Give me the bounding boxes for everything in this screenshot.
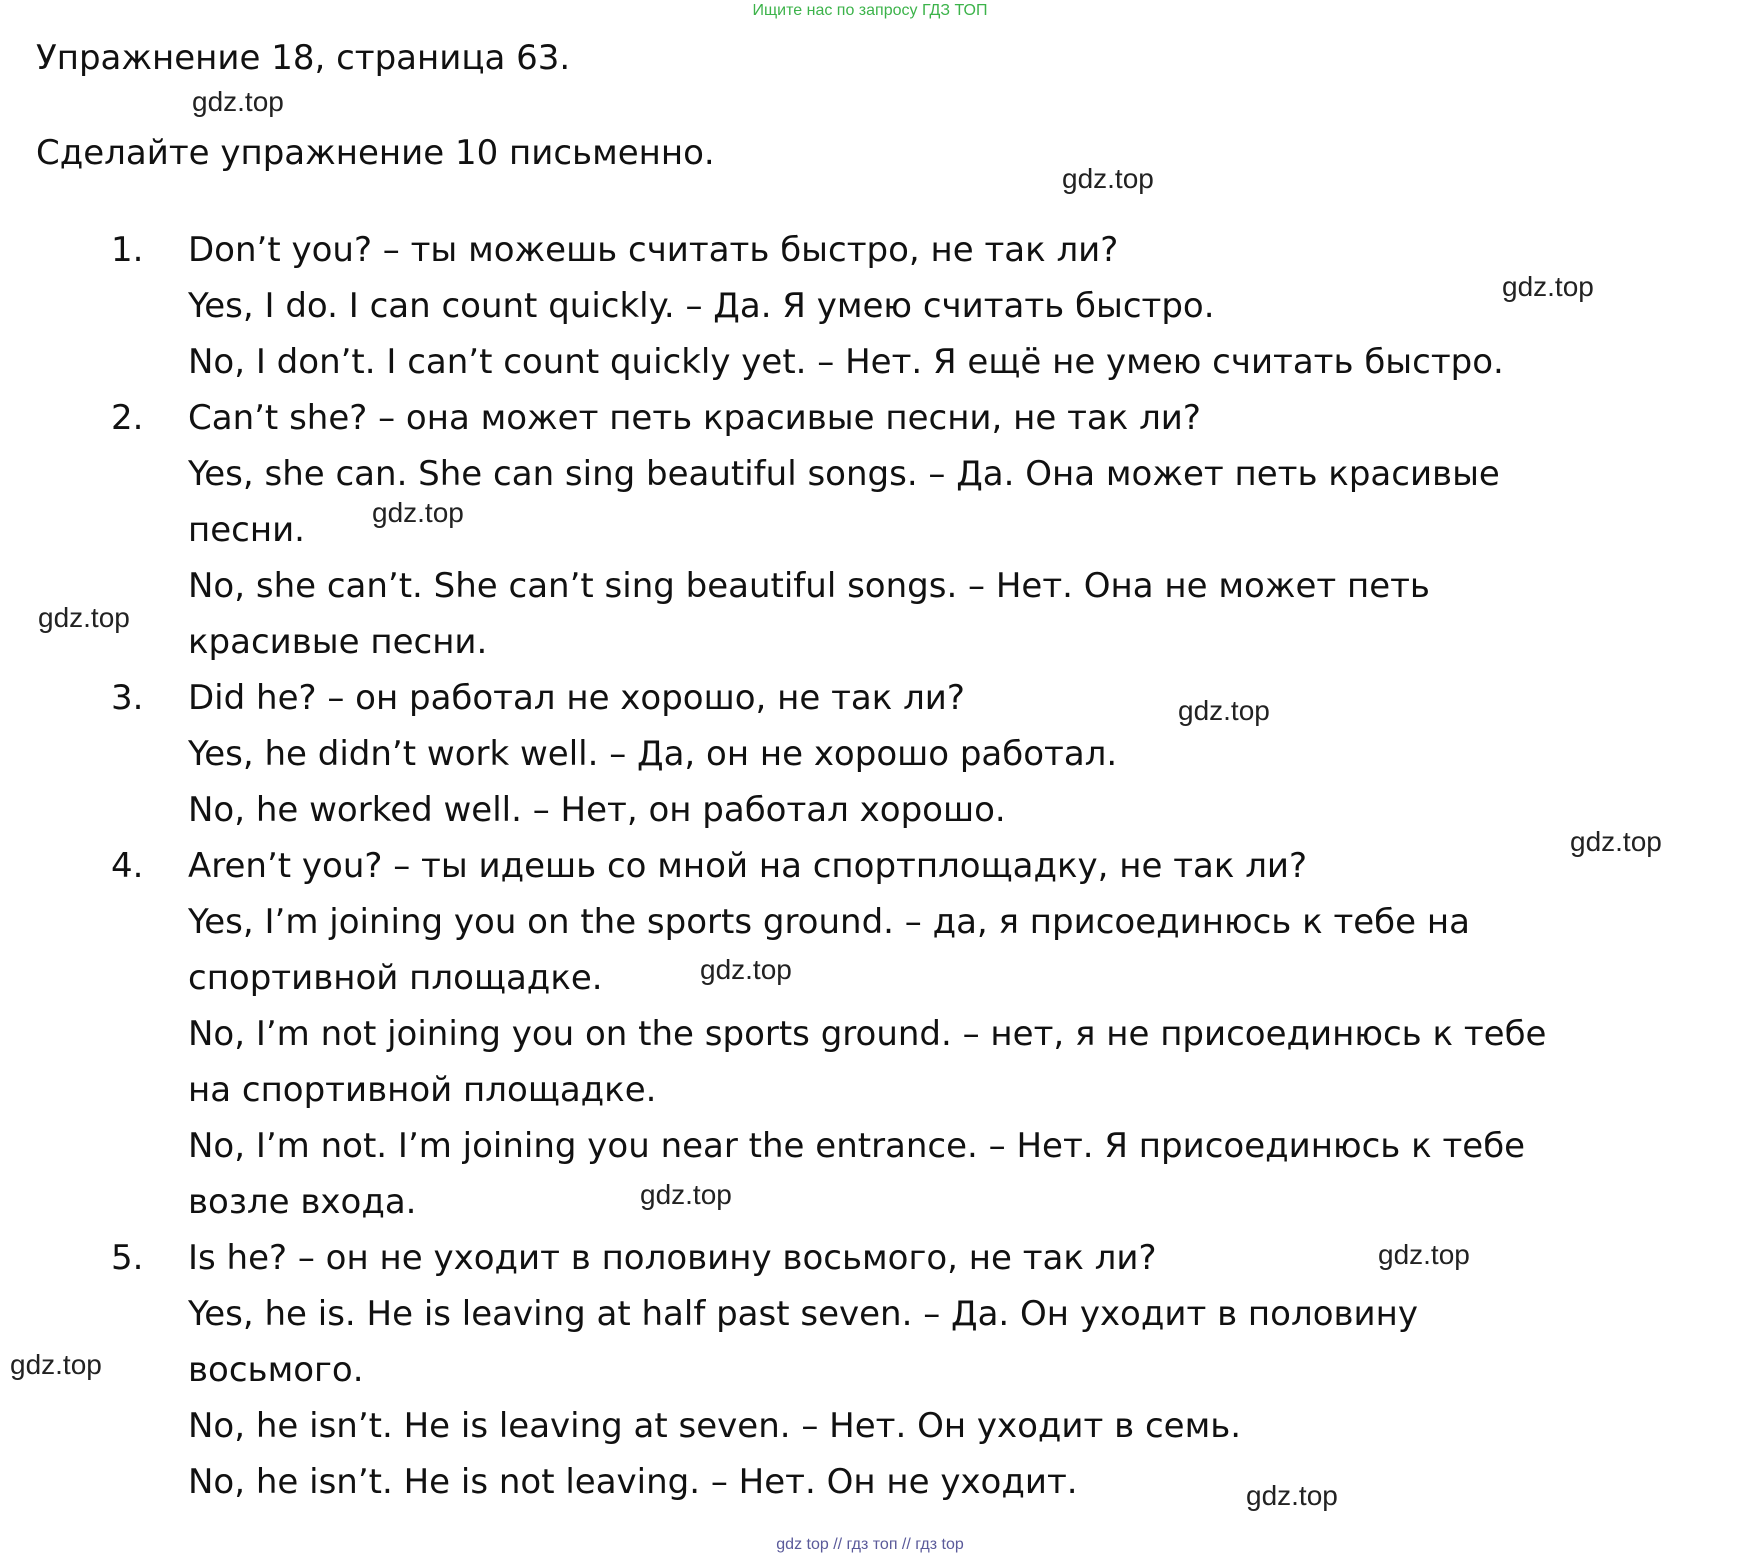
item-3-yes-answer: Yes, he didn’t work well. – Да, он не хорошо работал.: [188, 734, 1118, 774]
item-1-question: Don’t you? – ты можешь считать быстро, не так ли?: [188, 230, 1119, 270]
item-number-5: 5.: [111, 1238, 144, 1278]
item-number-2: 2.: [111, 398, 144, 438]
watermark: gdz.top: [38, 602, 130, 633]
instruction: Сделайте упражнение 10 письменно.: [36, 133, 715, 173]
item-number-3: 3.: [111, 678, 144, 718]
item-4-no-answer: No, I’m not joining you on the sports ground. – нет, я не присоединюсь к тебе: [188, 1014, 1547, 1054]
item-4-yes-answer-cont: спортивной площадке.: [188, 958, 603, 998]
top-banner: Ищите нас по запросу ГДЗ ТОП: [752, 2, 988, 19]
item-3-question: Did he? – он работал не хорошо, не так ли?: [188, 678, 965, 718]
item-5-question: Is he? – он не уходит в половину восьмого, не так ли?: [188, 1238, 1157, 1278]
item-5-yes-answer-cont: восьмого.: [188, 1350, 364, 1390]
item-number-4: 4.: [111, 846, 144, 886]
item-2-no-answer: No, she can’t. She can’t sing beautiful songs. – Нет. Она не может петь: [188, 566, 1430, 606]
item-2-yes-answer: Yes, she can. She can sing beautiful songs. – Да. Она может петь красивые: [188, 454, 1500, 494]
item-number-1: 1.: [111, 230, 144, 270]
item-1-yes-answer: Yes, I do. I can count quickly. – Да. Я умею считать быстро.: [188, 286, 1215, 326]
item-4-no-answer-cont: на спортивной площадке.: [188, 1070, 657, 1110]
watermark: gdz.top: [1570, 826, 1662, 857]
watermark: gdz.top: [192, 86, 284, 117]
watermark: gdz.top: [700, 954, 792, 985]
footer-banner: gdz top // гдз топ // гдз top: [776, 1536, 964, 1553]
watermark: gdz.top: [1502, 271, 1594, 302]
watermark: gdz.top: [1062, 163, 1154, 194]
item-5-no-answer-2: No, he isn’t. He is not leaving. – Нет. Он не уходит.: [188, 1462, 1078, 1502]
item-4-question: Aren’t you? – ты идешь со мной на спортплощадку, не так ли?: [188, 846, 1308, 886]
page-title: Упражнение 18, страница 63.: [36, 38, 571, 78]
item-4-no-answer-2: No, I’m not. I’m joining you near the entrance. – Нет. Я присоединюсь к тебе: [188, 1126, 1526, 1166]
item-2-question: Can’t she? – она может петь красивые песни, не так ли?: [188, 398, 1201, 438]
item-4-no-answer-2-cont: возле входа.: [188, 1182, 417, 1222]
item-5-yes-answer: Yes, he is. He is leaving at half past seven. – Да. Он уходит в половину: [188, 1294, 1418, 1334]
item-2-no-answer-cont: красивые песни.: [188, 622, 488, 662]
item-2-yes-answer-cont: песни.: [188, 510, 305, 550]
watermark: gdz.top: [640, 1179, 732, 1210]
watermark: gdz.top: [372, 497, 464, 528]
watermark: gdz.top: [1378, 1239, 1470, 1270]
watermark: gdz.top: [10, 1349, 102, 1380]
item-3-no-answer: No, he worked well. – Нет, он работал хорошо.: [188, 790, 1006, 830]
item-1-no-answer: No, I don’t. I can’t count quickly yet. – Нет. Я ещё не умею считать быстро.: [188, 342, 1504, 382]
item-4-yes-answer: Yes, I’m joining you on the sports ground. – да, я присоединюсь к тебе на: [188, 902, 1470, 942]
watermark: gdz.top: [1178, 695, 1270, 726]
item-5-no-answer: No, he isn’t. He is leaving at seven. – Нет. Он уходит в семь.: [188, 1406, 1242, 1446]
watermark: gdz.top: [1246, 1480, 1338, 1511]
